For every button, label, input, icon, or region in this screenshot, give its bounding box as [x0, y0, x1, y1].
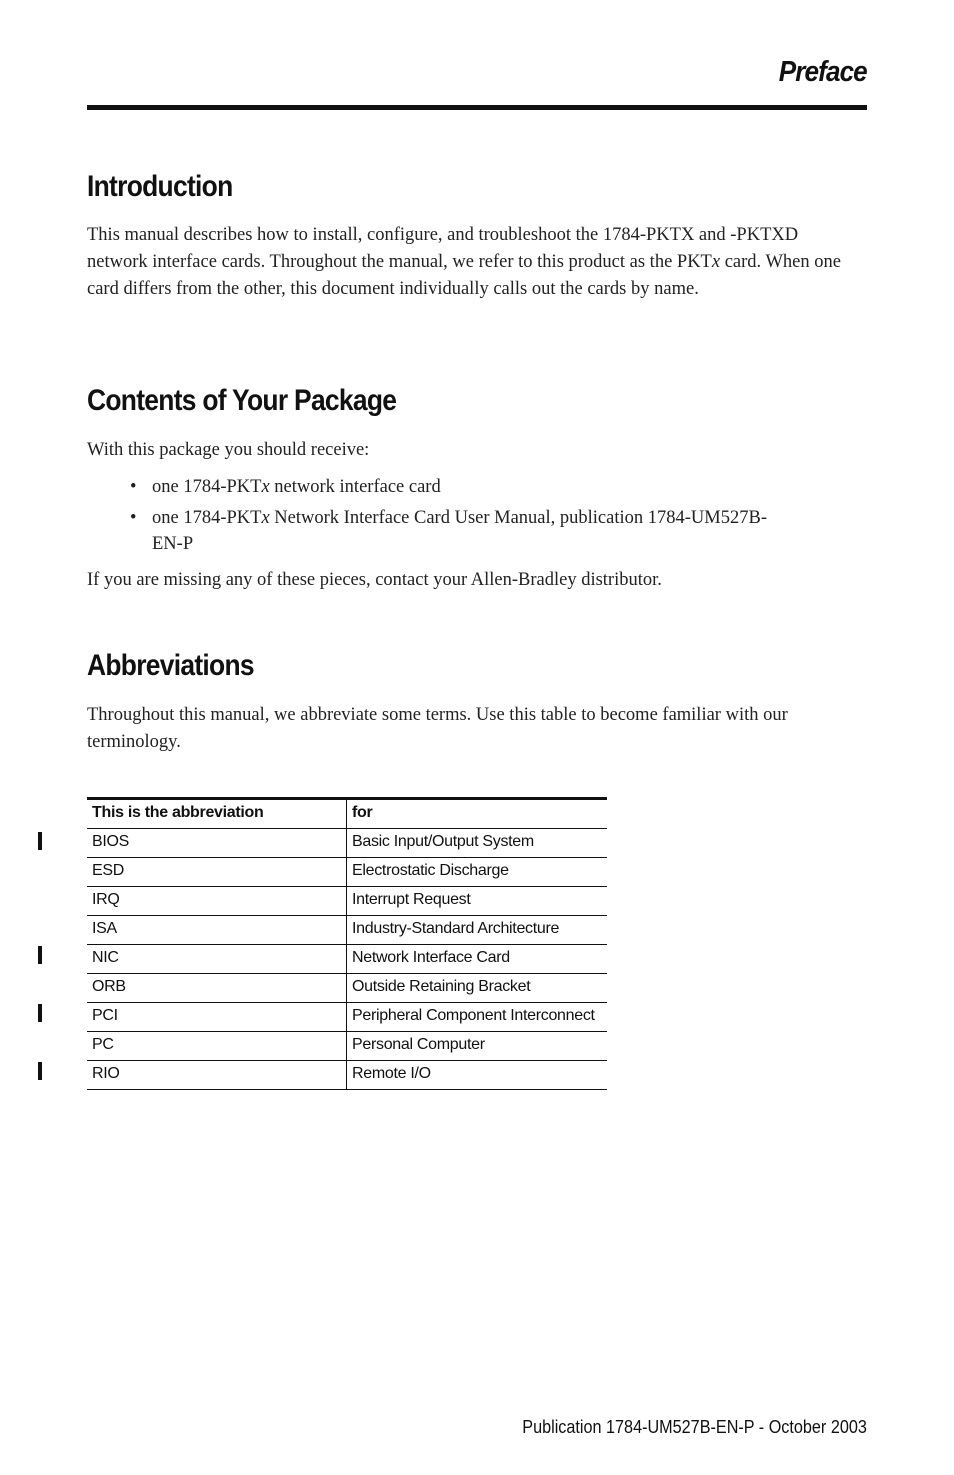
list-item [130, 474, 770, 500]
table-row [87, 916, 607, 945]
meaning-cell: Interrupt Request [347, 887, 608, 916]
table-row [87, 887, 607, 916]
title-rule [87, 105, 867, 110]
list-item-text-italic: x [261, 508, 270, 528]
meaning-cell: Personal Computer [347, 1032, 608, 1061]
introduction-heading: Introduction [87, 170, 233, 203]
abbreviations-table [87, 797, 607, 1090]
table-header-for: for [347, 799, 608, 829]
meaning-cell: Basic Input/Output System [347, 829, 608, 858]
contents-closing: If you are missing any of these pieces, contact your Allen-Bradley distributor. [87, 570, 662, 590]
meaning-cell: Outside Retaining Bracket [347, 974, 608, 1003]
bullet-icon: • [130, 508, 137, 528]
list-item-text-pre: one 1784-PKT [152, 508, 262, 528]
change-bar [38, 832, 42, 850]
meaning-cell: Remote I/O [347, 1061, 608, 1090]
meaning-cell: Electrostatic Discharge [347, 858, 608, 887]
abbreviations-intro: Throughout this manual, we abbreviate some terms. Use this table to become familiar with our terminology. [87, 705, 788, 752]
change-bar [38, 946, 42, 964]
meaning-cell: Network Interface Card [347, 945, 608, 974]
table-row [87, 1061, 607, 1090]
list-item-text-pre: one 1784-PKT [152, 477, 262, 497]
abbreviation-cell: ISA [87, 916, 347, 945]
abbreviations-heading: Abbreviations [87, 649, 254, 682]
abbreviation-cell: ORB [87, 974, 347, 1003]
bullet-icon: • [130, 477, 137, 497]
table-header-abbreviation: This is the abbreviation [87, 799, 347, 829]
abbreviation-cell: PC [87, 1032, 347, 1061]
contents-list [130, 474, 770, 562]
contents-lead: With this package you should receive: [87, 440, 370, 460]
abbreviation-cell: RIO [87, 1061, 347, 1090]
abbreviation-cell: PCI [87, 1003, 347, 1032]
list-item-text-post: Network Interface Card User Manual, publication 1784-UM527B-EN-P [152, 508, 767, 554]
abbreviation-cell: IRQ [87, 887, 347, 916]
abbreviation-cell: ESD [87, 858, 347, 887]
page-title: Preface [778, 56, 867, 88]
introduction-text-2: card. When one card differs from the other, this document individually calls out the cards by name. [87, 252, 841, 299]
change-bar [38, 1004, 42, 1022]
table-row [87, 974, 607, 1003]
introduction-paragraph [87, 222, 857, 303]
contents-heading: Contents of Your Package [87, 384, 397, 417]
table-row [87, 1003, 607, 1032]
table-row [87, 829, 607, 858]
table-header-row [87, 799, 607, 829]
table-row [87, 945, 607, 974]
change-bar [38, 1062, 42, 1080]
abbreviation-cell: BIOS [87, 829, 347, 858]
table-row [87, 858, 607, 887]
list-item [130, 505, 770, 557]
list-item-text-post: network interface card [269, 477, 441, 497]
list-item-text-italic: x [261, 477, 270, 497]
meaning-cell: Industry-Standard Architecture [347, 916, 608, 945]
publication-footer: Publication 1784-UM527B-EN-P - October 2003 [522, 1417, 867, 1437]
table-row [87, 1032, 607, 1061]
introduction-text-italic: x [711, 252, 721, 272]
abbreviation-cell: NIC [87, 945, 347, 974]
meaning-cell: Peripheral Component Interconnect [347, 1003, 608, 1032]
introduction-text-1: This manual describes how to install, configure, and troubleshoot the 1784-PKTX and -PKTXD network interface cards. Throughout the manual, we refer to this product as the PKT [87, 225, 799, 272]
